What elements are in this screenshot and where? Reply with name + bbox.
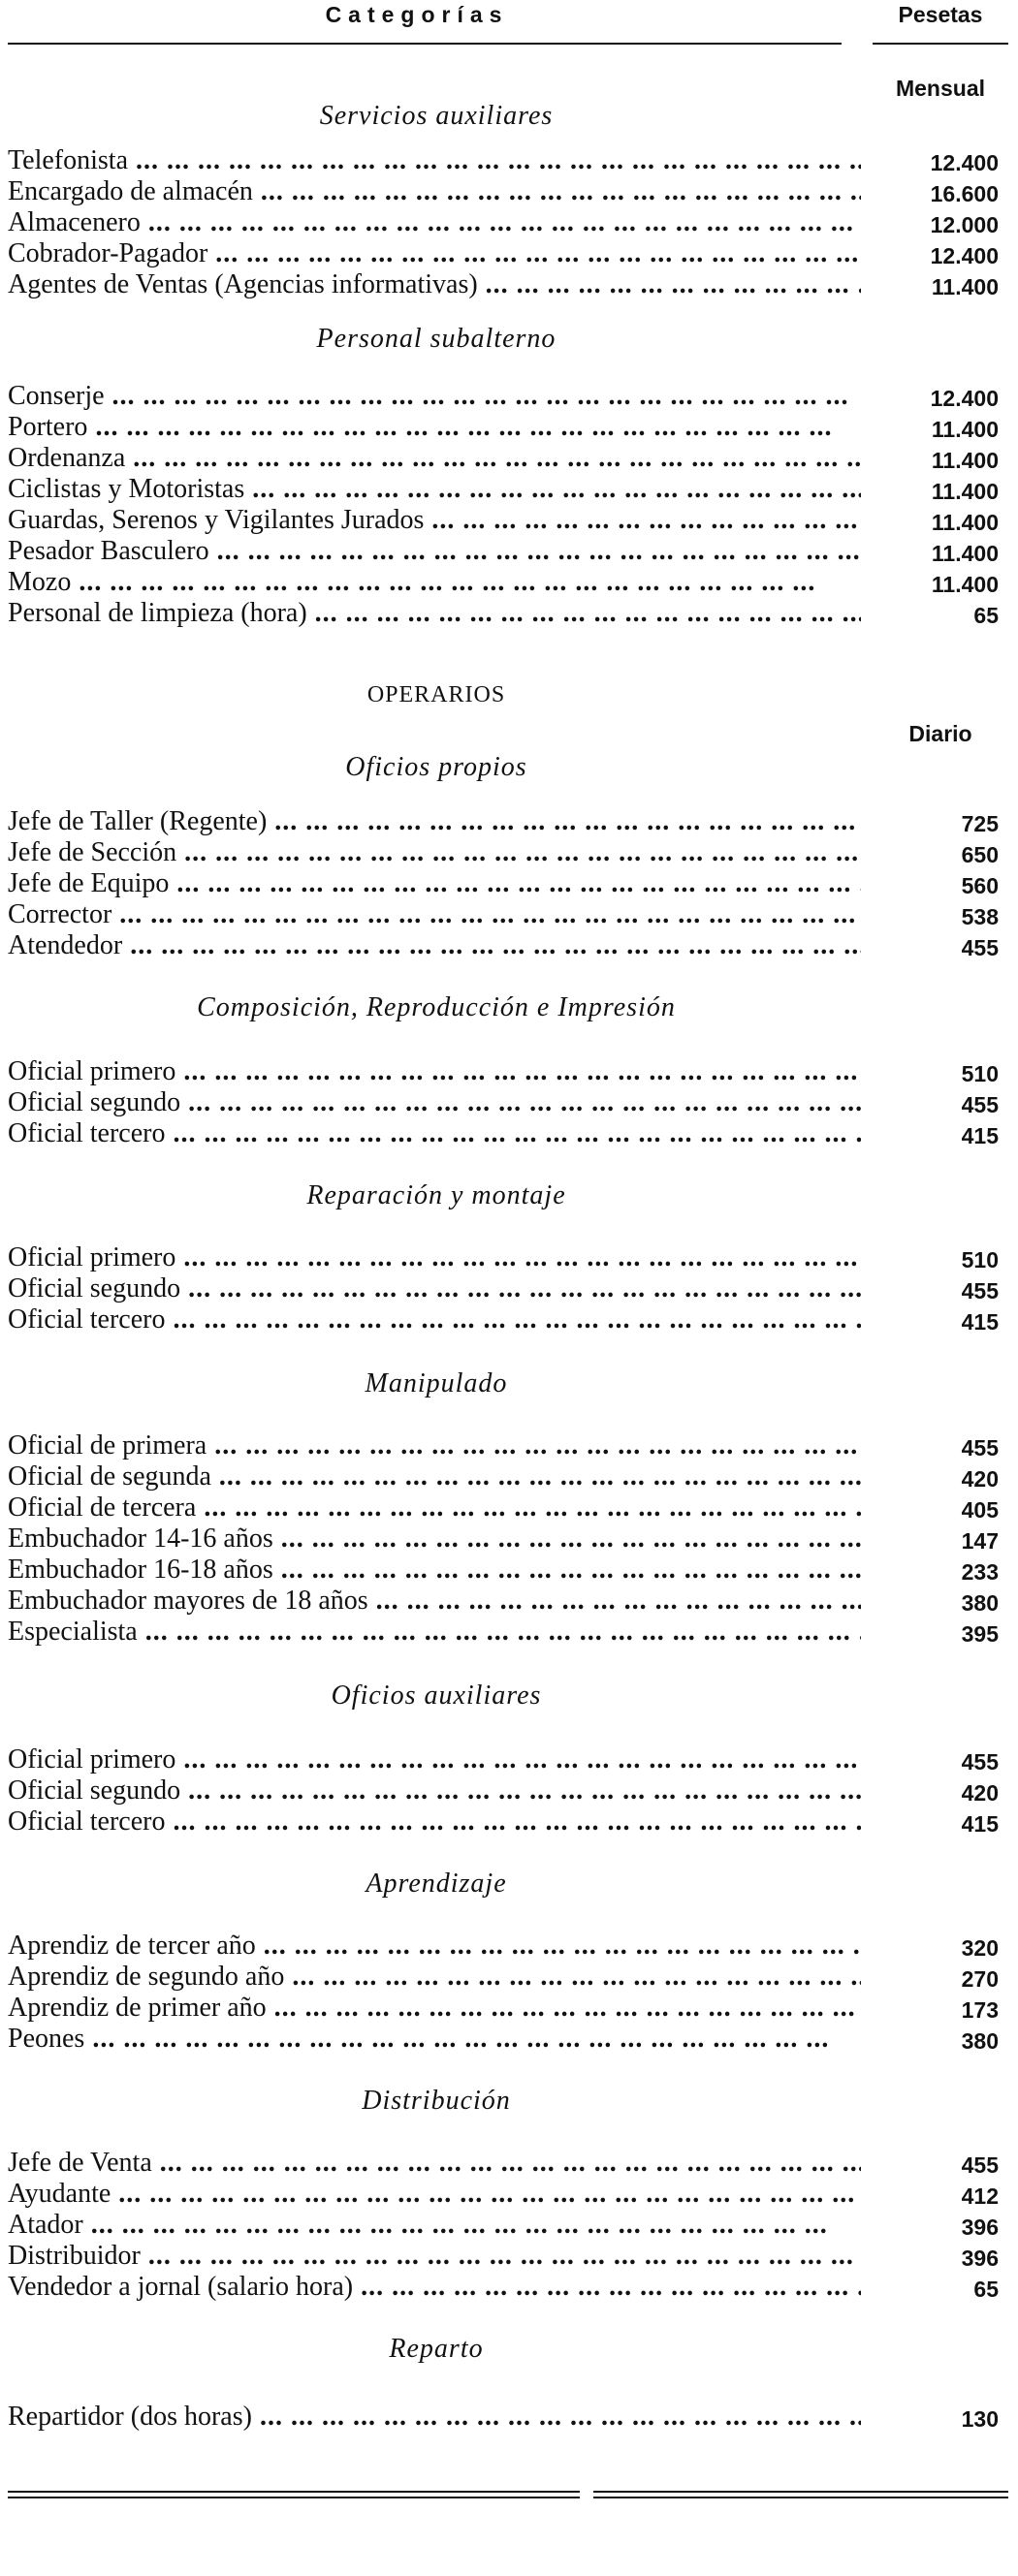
section-title-servicios: Servicios auxiliares	[319, 101, 554, 131]
salary-table-page: Categorías Pesetas Mensual Servicios auxiliares Telefonista ... . 12.400 Encargado de almacén ... . 16.600 Almacenero ... . 12.000 Cobrador-Pagador ... . 12.400 Agentes de Ventas (Agencias informativas) ... . 11.400 Personal subalterno Conserje ... . 12.400 Portero ... . 11.400 Ordenanza ... . 11.400 Ciclistas y Motoristas ... . 11.400 Guardas, Serenos y Vigilantes Jurados ... . 11.400 Pesador Basculero ... . 11.400 Mozo ... . 11.400 Personal de limpieza (hora) ... . 65 OPERARIOS Diario Oficios propios Jefe de Taller (Regente) ... . 725 Jefe de Sección ... . 650 Jefe de Equipo ... . 560 Corrector ... . 538 Atendedor ... . 455 Composición, Reproducción e Impresión Oficial primero ... . 510 Oficial segundo ... . 455 Oficial tercero ... . 415 Reparación y montaje Oficial primero ... . 510 Oficial segundo ... . 455 Oficial tercero ... . 415 Manipulado Oficial de primera ... . 455 Oficial de segunda ... . 420 Oficial de tercera ... . 405 Embuchador 14-16 años ... . 147 Embuchador 16-18 años ... . 233 Embuchador mayores de 18 años ... . 380 Especialista ... . 395 Oficios auxiliares Oficial primero ... . 455 Oficial segundo ... . 420 Oficial tercero ... . 415 Aprendizaje Aprendiz de tercer año ... . 320 Aprendiz de segundo año ... . 270 Aprendiz de primer año ... . 173 Peones ... . 380 Distribución Jefe de Venta ... . 455 Ayudante ... . 412 Atador ... . 396 Distribuidor ... . 396 Vendedor a jornal (salario hora) ... . 65 Reparto Repartidor (dos horas) ... . 130	[0, 0, 1018, 2576]
header-rule-right	[873, 43, 1008, 45]
footer-rule-1b	[8, 2497, 580, 2498]
unit-mensual: Mensual	[895, 76, 986, 101]
section-title-distribucion: Distribución	[362, 2086, 511, 2116]
section-title-manipulado: Manipulado	[365, 1368, 508, 1398]
section-title-reparacion: Reparación y montaje	[306, 1180, 566, 1210]
footer-rule-2b	[593, 2497, 1008, 2498]
section-title-aprendizaje: Aprendizaje	[366, 1869, 507, 1899]
footer-rule-1a	[8, 2491, 580, 2493]
unit-diario: Diario	[908, 721, 972, 746]
section-title-oficios-auxiliares: Oficios auxiliares	[331, 1681, 542, 1711]
footer-rule-2a	[593, 2491, 1008, 2493]
section-title-subalterno: Personal subalterno	[316, 324, 557, 354]
pesetas-header: Pesetas	[898, 2, 983, 27]
group-title-operarios: OPERARIOS	[366, 682, 506, 707]
section-title-reparto: Reparto	[389, 2334, 484, 2364]
section-title-composicion: Composición, Reproducción e Impresión	[197, 992, 676, 1022]
header-rule-left	[8, 43, 842, 45]
categories-header: Categorías	[325, 2, 509, 27]
section-title-oficios-propios: Oficios propios	[345, 752, 527, 782]
